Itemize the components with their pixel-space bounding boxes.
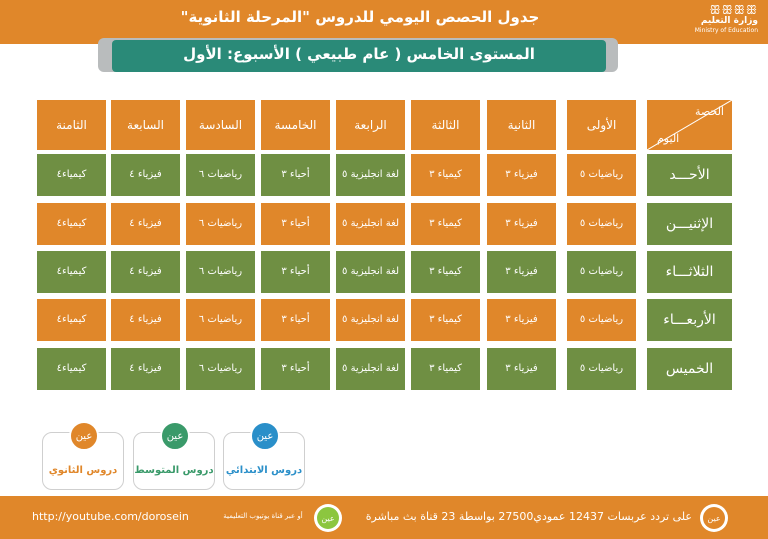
subject-cell: رياضيات ٦ bbox=[186, 154, 255, 196]
ministry-mark-icon: ꕥꕥꕥꕥ bbox=[709, 3, 758, 17]
subject-cell: أحياء ٣ bbox=[261, 154, 330, 196]
subject-cell: كيمياء٤ bbox=[37, 251, 106, 293]
eye-logo-icon: عين bbox=[250, 421, 280, 451]
period-header-label: الحصة bbox=[695, 105, 724, 118]
footer-logo bbox=[314, 504, 342, 532]
period-header: السابعة bbox=[111, 100, 180, 150]
subject-cell: رياضيات ٦ bbox=[186, 299, 255, 341]
subject-cell: رياضيات ٥ bbox=[567, 348, 636, 390]
subject-cell: فيزياء ٣ bbox=[487, 203, 556, 245]
subject-cell: فيزياء ٣ bbox=[487, 299, 556, 341]
subject-cell: كيمياء ٣ bbox=[411, 348, 480, 390]
period-header: الثالثة bbox=[411, 100, 480, 150]
corner-header bbox=[647, 100, 732, 150]
day-cell: الأحـــد bbox=[647, 154, 732, 196]
subject-cell: فيزياء ٤ bbox=[111, 203, 180, 245]
period-header: الخامسة bbox=[261, 100, 330, 150]
period-header: السادسة bbox=[186, 100, 255, 150]
ministry-logo bbox=[682, 4, 758, 38]
subject-cell: رياضيات ٥ bbox=[567, 251, 636, 293]
logo-elementary[interactable] bbox=[223, 432, 305, 490]
subject-cell: كيمياء ٣ bbox=[411, 203, 480, 245]
subject-cell: رياضيات ٦ bbox=[186, 348, 255, 390]
subject-cell: كيمياء٤ bbox=[37, 154, 106, 196]
logo-label: دروس المتوسط bbox=[134, 465, 214, 476]
logo-secondary[interactable] bbox=[42, 432, 124, 490]
subject-cell: كيمياء ٣ bbox=[411, 299, 480, 341]
subject-cell: كيمياء ٣ bbox=[411, 154, 480, 196]
subject-cell: فيزياء ٣ bbox=[487, 251, 556, 293]
logo-label: دروس الثانوي bbox=[48, 465, 118, 476]
subject-cell: لغة انجليزية ٥ bbox=[336, 203, 405, 245]
level-title: المستوى الخامس ( عام طبيعي ) الأسبوع: الأول bbox=[183, 45, 535, 63]
subject-cell: أحياء ٣ bbox=[261, 203, 330, 245]
subject-cell: كيمياء ٣ bbox=[411, 251, 480, 293]
level-banner bbox=[112, 40, 606, 72]
subject-cell: رياضيات ٥ bbox=[567, 299, 636, 341]
channel-info: على تردد عربسات 12437 عمودي27500 بواسطة 23 قناة بث مباشرة bbox=[365, 510, 692, 523]
subject-cell: لغة انجليزية ٥ bbox=[336, 251, 405, 293]
day-cell: الخميس bbox=[647, 348, 732, 390]
subject-cell: رياضيات ٥ bbox=[567, 203, 636, 245]
eye-logo-icon: عين bbox=[317, 507, 339, 529]
eye-logo-icon: عين bbox=[160, 421, 190, 451]
subject-cell: فيزياء ٤ bbox=[111, 348, 180, 390]
period-header: الثامنة bbox=[37, 100, 106, 150]
day-header-label: اليوم bbox=[657, 132, 680, 145]
subject-cell: لغة انجليزية ٥ bbox=[336, 154, 405, 196]
subject-cell: كيمياء٤ bbox=[37, 348, 106, 390]
ministry-name: وزارة التعليم bbox=[700, 16, 758, 26]
page-title: جدول الحصص اليومي للدروس "المرحلة الثانوية" bbox=[180, 8, 540, 26]
footer-bar bbox=[0, 496, 768, 539]
subject-cell: فيزياء ٣ bbox=[487, 154, 556, 196]
subject-cell: أحياء ٣ bbox=[261, 299, 330, 341]
day-cell: الإثنيـــن bbox=[647, 203, 732, 245]
subject-cell: فيزياء ٣ bbox=[487, 348, 556, 390]
subject-cell: رياضيات ٦ bbox=[186, 251, 255, 293]
ministry-name-en: Ministry of Education bbox=[694, 27, 758, 34]
eye-logo-icon: عين bbox=[703, 507, 725, 529]
period-header: الثانية bbox=[487, 100, 556, 150]
logo-intermediate[interactable] bbox=[133, 432, 215, 490]
day-cell: الثلاثـــاء bbox=[647, 251, 732, 293]
period-header: الأولى bbox=[567, 100, 636, 150]
subject-cell: كيمياء٤ bbox=[37, 203, 106, 245]
eye-logo-icon: عين bbox=[69, 421, 99, 451]
period-header: الرابعة bbox=[336, 100, 405, 150]
subject-cell: فيزياء ٤ bbox=[111, 299, 180, 341]
subject-cell: فيزياء ٤ bbox=[111, 154, 180, 196]
subject-cell: أحياء ٣ bbox=[261, 251, 330, 293]
youtube-link[interactable]: http://youtube.com/dorosein bbox=[32, 510, 189, 523]
subject-cell: رياضيات ٥ bbox=[567, 154, 636, 196]
footer-logo-right bbox=[700, 504, 728, 532]
subject-cell: لغة انجليزية ٥ bbox=[336, 348, 405, 390]
subject-cell: كيمياء٤ bbox=[37, 299, 106, 341]
logo-label: دروس الابتدائي bbox=[225, 465, 303, 476]
subject-cell: لغة انجليزية ٥ bbox=[336, 299, 405, 341]
day-cell: الأربعـــاء bbox=[647, 299, 732, 341]
footer-tagline: أو عبر قناة يوتيوب التعليمية bbox=[223, 512, 303, 520]
subject-cell: أحياء ٣ bbox=[261, 348, 330, 390]
subject-cell: فيزياء ٤ bbox=[111, 251, 180, 293]
subject-cell: رياضيات ٦ bbox=[186, 203, 255, 245]
